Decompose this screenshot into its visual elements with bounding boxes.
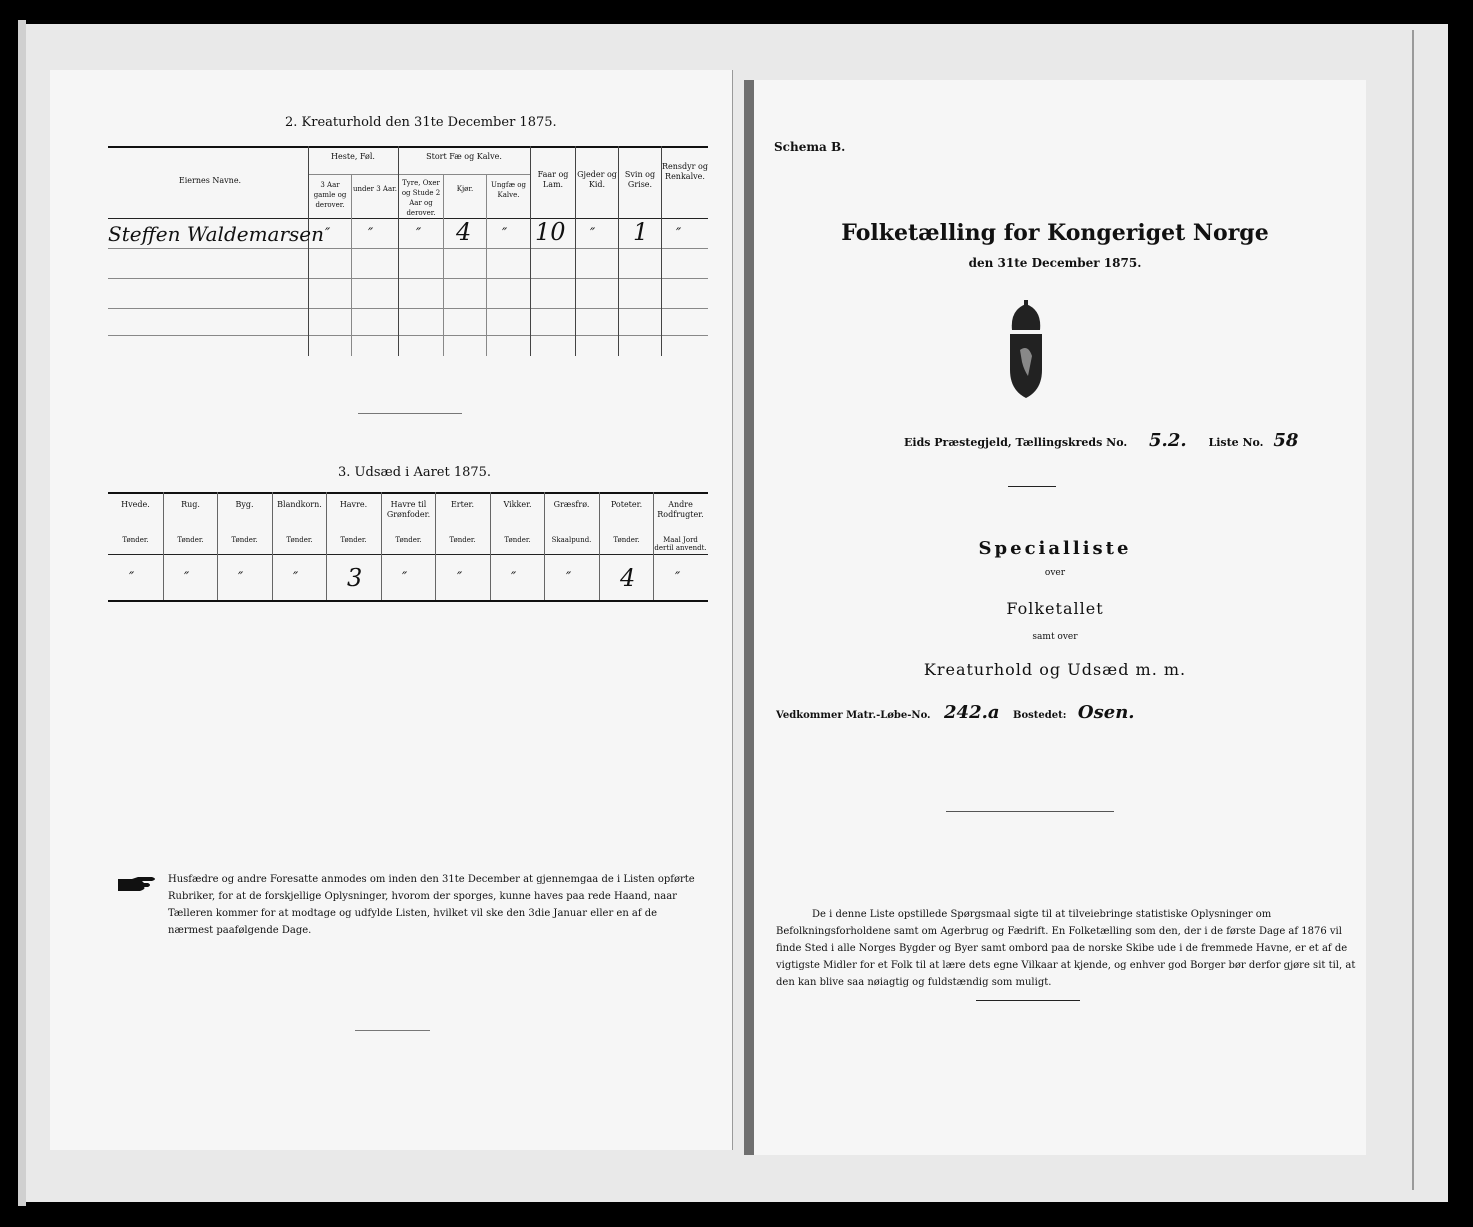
matr-line [776,702,1135,723]
matr-no: 242.a [944,702,1000,723]
seed-value: ″ [511,570,517,586]
seed-header: Blandkorn. [277,500,322,509]
header-cattle-sub2: Kjør. [456,185,474,193]
livestock-value: 4 [456,218,472,246]
seed-unit: Tønder. [122,536,149,544]
section2-title: 2. Kreaturhold den 31te December 1875. [285,115,557,130]
livestock-value: ″ [368,226,374,242]
seed-unit: Tønder. [504,536,531,544]
seed-unit: Tønder. [449,536,476,544]
seed-unit: Tønder. [177,536,204,544]
seed-value: ″ [457,570,463,586]
page-date: den 31te December 1875. [968,256,1142,270]
livestock-value: ″ [502,226,508,242]
scan-border [18,20,26,1206]
separator [355,1030,430,1031]
specialliste-title: Specialliste [978,538,1132,559]
livestock-value: 10 [535,218,566,246]
livestock-value: 1 [633,218,649,246]
header-sheep: Faar og Lam. [537,170,569,189]
header-cattle-sub3: Ungfæ og Kalve. [491,181,526,199]
table-col-line [308,146,309,356]
header-reindeer: Rensdyr og Renkalve. [662,162,708,181]
seed-unit: Tønder. [231,536,258,544]
seed-value: 3 [347,564,363,592]
header-cattle-sub1: Tyre, Oxer og Stude 2 Aar og derover. [401,179,441,217]
seed-header: Havre til Grønfoder. [386,500,431,519]
table-rule [308,174,398,175]
separator [946,811,1114,812]
schema-label: Schema B. [774,140,846,154]
kreaturhold-label: Kreaturhold og Udsæd m. m. [923,660,1187,679]
seed-value: ″ [184,570,190,586]
seed-unit: Maal Jord dertil anvendt. [654,536,707,552]
folketallet-label: Folketallet [1006,599,1104,618]
liste-no: 58 [1273,430,1299,451]
header-horses: Heste, Føl. [331,152,375,161]
header-horses-sub1: 3 Aar gamle og derover. [313,181,347,209]
bostedet-label: Bostedet: [1013,710,1067,721]
seed-value: 4 [620,564,636,592]
seed-header: Rug. [181,500,200,509]
table-col-line [351,174,352,356]
pointing-hand-icon [118,876,160,890]
seed-unit: Tønder. [613,536,640,544]
seed-value: ″ [566,570,572,586]
livestock-value: ″ [416,226,422,242]
explanation-paragraph: De i denne Liste opstillede Spørgsmaal sigte til at tilveiebringe statistiske Oplysninger om Befolkningsforholdene samt om Agerbrug og Fædrift. En Folketælling som den, der i de første Dage af 1876 vil finde Sted i alle Norges Bygder og Byer samt ombord paa de norske Skibe ude i de fremmede Havne, er et af de vigtigste Midler for et Folk til at lære dets egne Vilkaar at kjende, og enhver god Borger bør derfor gjøre sit til, at den kan blive saa nøiagtig og fuldstændig som muligt. [776,909,1356,988]
header-cattle: Stort Fæ og Kalve. [426,152,502,161]
table-col-line [443,174,444,356]
header-horses-sub2: under 3 Aar. [353,185,397,193]
scan-edge-line [1412,30,1414,1190]
seed-value: ″ [402,570,408,586]
samt-over-label: samt over [1032,632,1078,642]
notice-text: Husfædre og andre Foresatte anmodes om inden den 31te December at gjennemgaa de i Listen opførte Rubriker, for at de forskjellige Oplysninger, hvorom der sporges, kunne haves paa rede Haand, naar Tælleren kommer for at modtage og udfylde Listen, hvilket vil ske den 3die Januar eller en af de nærmest paafølgende Dage. [168,874,695,936]
seed-header: Erter. [450,500,475,509]
parish-line [904,430,1298,451]
bostedet-value: Osen. [1077,702,1135,723]
seed-header: Hvede. [121,500,150,509]
seed-header: Andre Rodfrugter. [657,500,704,519]
left-page [50,70,733,1150]
separator [358,413,462,414]
header-goats: Gjeder og Kid. [577,170,617,189]
seed-unit: Tønder. [395,536,422,544]
seed-unit: Skaalpund. [551,536,592,544]
owner-name-handwritten: Steffen Waldemarsen [108,222,325,246]
seed-value: ″ [293,570,299,586]
section3-title: 3. Udsæd i Aaret 1875. [338,465,492,480]
livestock-value: ″ [676,226,682,242]
seed-value: ″ [129,570,135,586]
seed-unit: Tønder. [286,536,313,544]
matr-label: Vedkommer Matr.-Løbe-No. [776,710,931,721]
seed-header: Byg. [235,500,254,509]
table-rule [108,554,708,555]
table-rule [398,174,530,175]
seed-unit: Tønder. [340,536,367,544]
header-owner: Eiernes Navne. [178,176,242,185]
parish-prefix: Eids Præstegjeld, Tællingskreds No. [904,436,1128,449]
livestock-value: ″ [590,226,596,242]
kreds-no: 5.2. [1149,430,1187,451]
separator [1008,486,1056,487]
liste-label: Liste No. [1208,436,1264,449]
page-heading: Folketælling for Kongeriget Norge [841,220,1269,246]
table-col-line [486,174,487,356]
table-rule [108,492,708,494]
seed-header: Havre. [339,500,368,509]
livestock-value: ″ [325,226,331,242]
separator [976,1000,1080,1001]
seed-value: ″ [675,570,681,586]
over-label: over [1044,568,1066,578]
seed-header: Græsfrø. [553,500,590,509]
seed-header: Vikker. [503,500,532,509]
right-page [744,80,1366,1155]
seed-value: ″ [238,570,244,586]
header-pigs: Svin og Grise. [624,170,656,189]
table-rule [108,600,708,602]
seed-header: Poteter. [610,500,643,509]
coat-of-arms-icon [1002,300,1050,400]
